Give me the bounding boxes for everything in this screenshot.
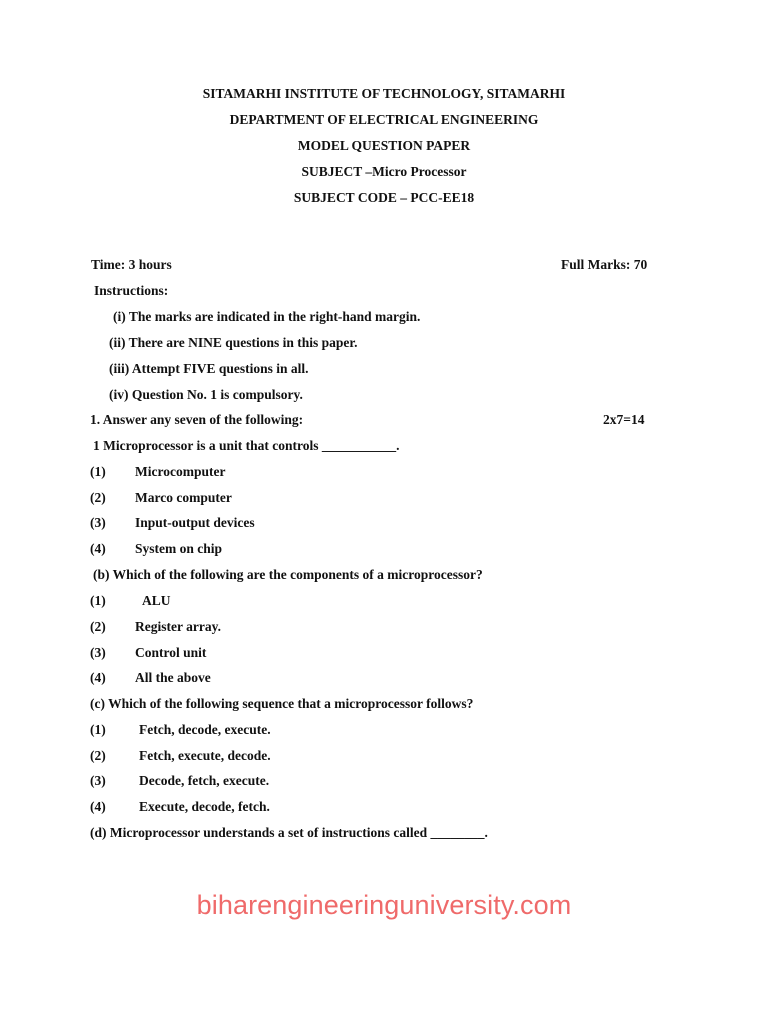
option-number: (1) (90, 722, 106, 737)
option-number: (2) (90, 490, 106, 505)
question-stem-d: (d) Microprocessor understands a set of instructions called ________. (90, 825, 488, 840)
option-text: All the above (135, 670, 211, 685)
question-1-marks: 2x7=14 (603, 412, 645, 427)
option-number: (2) (90, 619, 106, 634)
option-text: Fetch, execute, decode. (139, 748, 271, 763)
option-text: Microcomputer (135, 464, 226, 479)
option-text: Control unit (135, 645, 207, 660)
instruction-item: (i) The marks are indicated in the right-hand margin. (113, 309, 421, 324)
subject-line: SUBJECT –Micro Processor (301, 164, 467, 179)
question-stem-a: 1 Microprocessor is a unit that controls ___________. (93, 438, 400, 453)
instruction-item: (iii) Attempt FIVE questions in all. (109, 361, 309, 376)
instructions-heading: Instructions: (94, 283, 169, 298)
time-allowed: Time: 3 hours (91, 257, 172, 272)
option-text: System on chip (135, 541, 223, 556)
subject-code-line: SUBJECT CODE – PCC-EE18 (293, 190, 475, 205)
option-number: (3) (90, 773, 106, 788)
paper-title: MODEL QUESTION PAPER (297, 138, 471, 153)
option-text: Input-output devices (135, 515, 255, 530)
option-number: (4) (90, 541, 106, 556)
option-number: (3) (90, 645, 106, 660)
option-number: (1) (90, 593, 106, 608)
option-text: Marco computer (135, 490, 232, 505)
option-text: Register array. (135, 619, 221, 634)
watermark-text: biharengineeringuniversity.com (196, 890, 572, 920)
institute-title: SITAMARHI INSTITUTE OF TECHNOLOGY, SITAMARHI (202, 86, 566, 101)
option-number: (3) (90, 515, 106, 530)
department-title: DEPARTMENT OF ELECTRICAL ENGINEERING (229, 112, 539, 127)
instruction-item: (iv) Question No. 1 is compulsory. (109, 387, 303, 402)
option-number: (4) (90, 799, 106, 814)
question-1-prompt: 1. Answer any seven of the following: (90, 412, 304, 427)
option-text: Decode, fetch, execute. (139, 773, 270, 788)
instruction-item: (ii) There are NINE questions in this paper. (109, 335, 358, 350)
question-stem-c: (c) Which of the following sequence that a microprocessor follows? (90, 696, 474, 711)
option-text: Fetch, decode, execute. (139, 722, 271, 737)
option-text: ALU (142, 593, 171, 608)
full-marks: Full Marks: 70 (561, 257, 648, 272)
question-stem-b: (b) Which of the following are the components of a microprocessor? (93, 567, 483, 582)
option-number: (2) (90, 748, 106, 763)
option-number: (1) (90, 464, 106, 479)
option-number: (4) (90, 670, 106, 685)
option-text: Execute, decode, fetch. (139, 799, 270, 814)
